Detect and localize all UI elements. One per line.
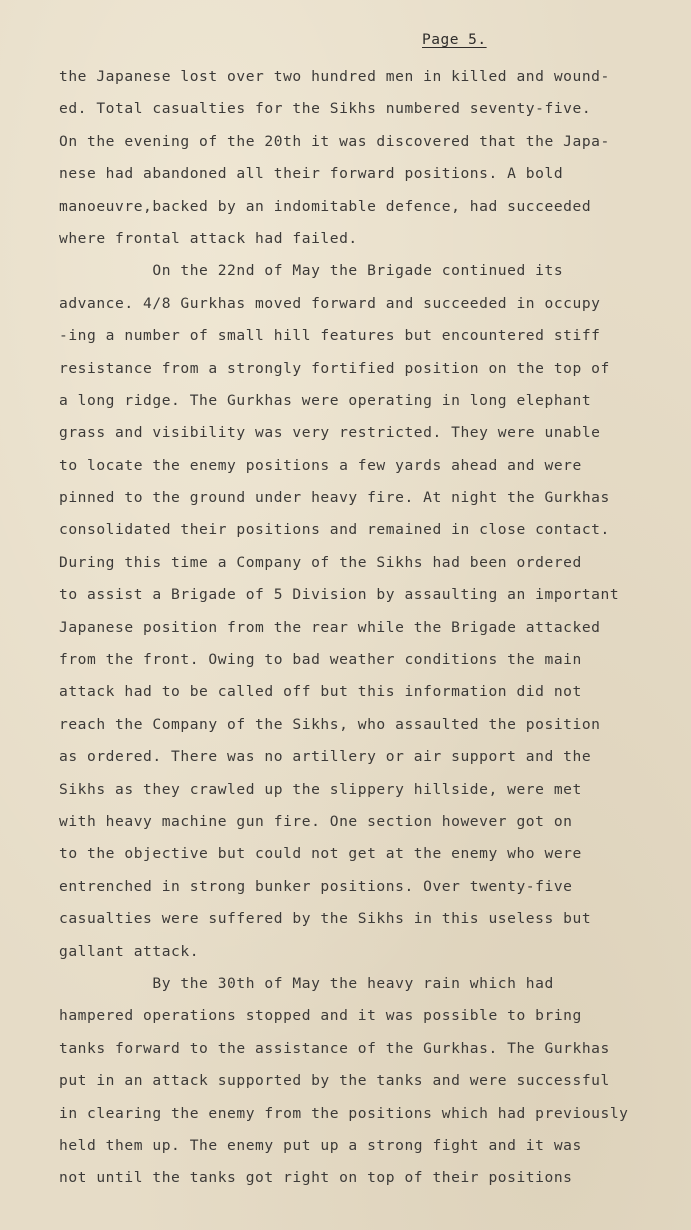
text-line: as ordered. There was no artillery or air support and the xyxy=(59,748,592,766)
text-line: During this time a Company of the Sikhs had been ordered xyxy=(59,553,582,571)
text-line: a long ridge. The Gurkhas were operating in long elephant xyxy=(59,391,592,409)
page-number: Page 5. xyxy=(422,32,487,48)
text-line: hampered operations stopped and it was possible to bring xyxy=(59,1007,582,1025)
text-line: By the 30th of May the heavy rain which had xyxy=(59,974,554,992)
text-line: with heavy machine gun fire. One section however got on xyxy=(59,812,573,830)
text-line: nese had abandoned all their forward positions. A bold xyxy=(59,165,564,183)
text-line: tanks forward to the assistance of the Gurkhas. The Gurkhas xyxy=(59,1039,610,1057)
text-line: Sikhs as they crawled up the slippery hillside, were met xyxy=(59,780,582,798)
text-line: Japanese position from the rear while the Brigade attacked xyxy=(59,618,601,636)
text-line: gallant attack. xyxy=(59,942,200,960)
text-line: advance. 4/8 Gurkhas moved forward and succeeded in occupy xyxy=(59,294,601,312)
text-line: in clearing the enemy from the positions which had previously xyxy=(59,1104,629,1122)
text-line: pinned to the ground under heavy fire. At night the Gurkhas xyxy=(59,489,610,507)
text-line: consolidated their positions and remained in close contact. xyxy=(59,521,610,539)
text-line: from the front. Owing to bad weather conditions the main xyxy=(59,651,582,669)
text-line: grass and visibility was very restricted. They were unable xyxy=(59,424,601,442)
body-text xyxy=(59,61,659,1195)
text-line: held them up. The enemy put up a strong fight and it was xyxy=(59,1136,582,1154)
text-line: the Japanese lost over two hundred men in killed and wound- xyxy=(59,68,610,85)
text-line: to locate the enemy positions a few yards ahead and were xyxy=(59,456,582,474)
text-line: casualties were suffered by the Sikhs in this useless but xyxy=(59,910,592,928)
text-line: resistance from a strongly fortified position on the top of xyxy=(59,359,610,377)
text-line: to the objective but could not get at the enemy who were xyxy=(59,845,582,863)
text-line: not until the tanks got right on top of their positions xyxy=(59,1169,573,1187)
text-line: attack had to be called off but this information did not xyxy=(59,683,582,701)
text-line: reach the Company of the Sikhs, who assaulted the position xyxy=(59,715,601,733)
text-line: On the 22nd of May the Brigade continued its xyxy=(59,262,564,280)
text-line: ed. Total casualties for the Sikhs numbered seventy-five. xyxy=(59,100,592,118)
text-line: where frontal attack had failed. xyxy=(59,229,358,247)
text-line: put in an attack supported by the tanks and were successful xyxy=(59,1072,610,1090)
text-line: manoeuvre,backed by an indomitable defence, had succeeded xyxy=(59,197,592,215)
text-line: On the evening of the 20th it was discovered that the Japa- xyxy=(59,132,610,150)
text-line: entrenched in strong bunker positions. Over twenty-five xyxy=(59,877,573,895)
text-line: -ing a number of small hill features but encountered stiff xyxy=(59,327,601,345)
text-line: to assist a Brigade of 5 Division by assaulting an important xyxy=(59,586,620,604)
